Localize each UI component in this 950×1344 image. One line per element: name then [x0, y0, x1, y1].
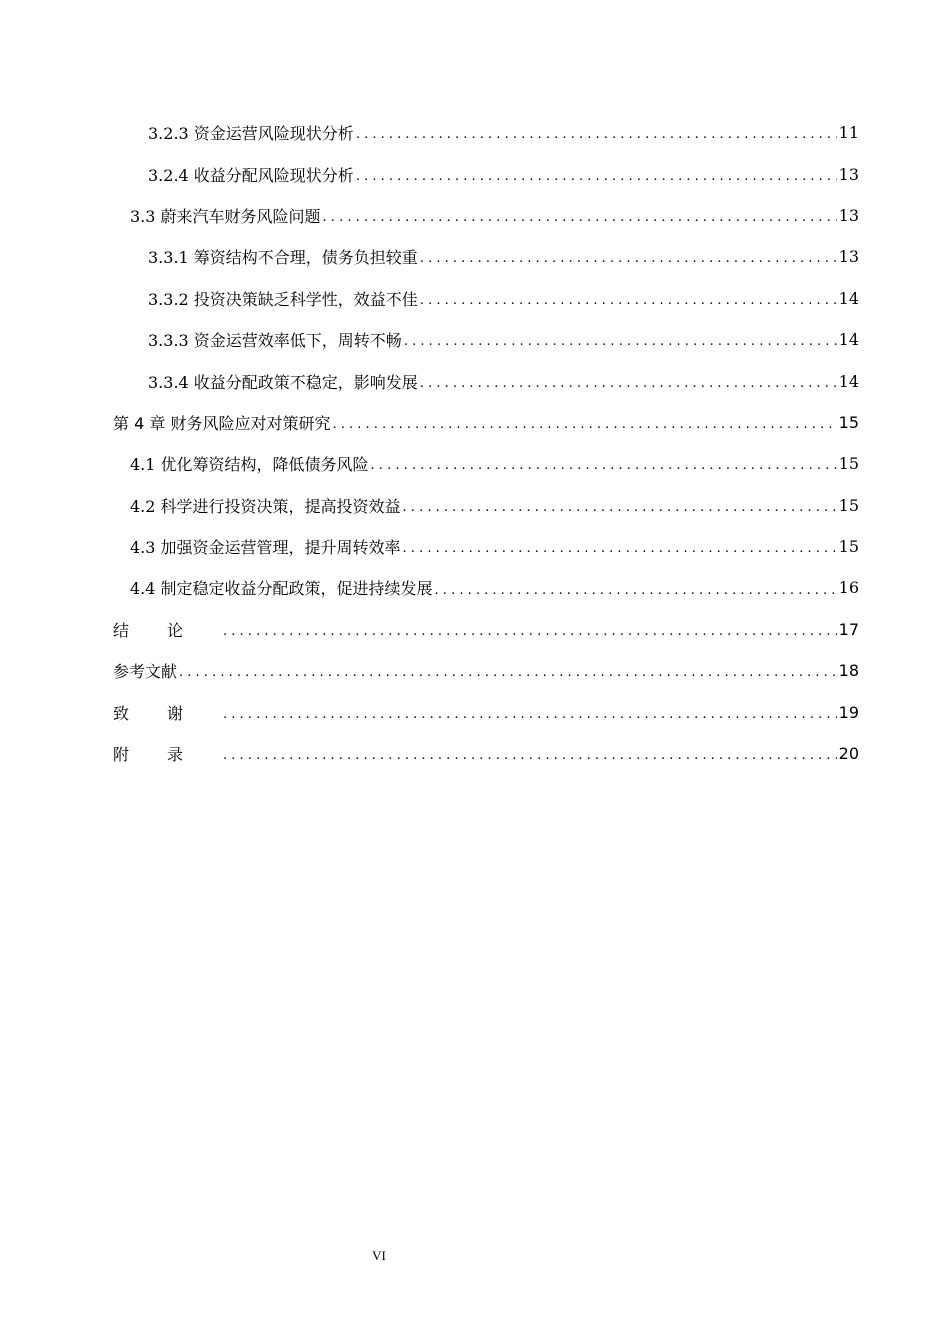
toc-leader-dots: [404, 330, 837, 349]
toc-leader-dots: [371, 454, 837, 473]
toc-entry[interactable]: [0, 360, 950, 401]
toc-leader-dots: [403, 537, 837, 556]
toc-leader-dots: [420, 289, 837, 308]
toc-entry[interactable]: [0, 485, 950, 526]
toc-entry-label: 4.2 科学进行投资决策，提高投资效益: [130, 496, 401, 516]
toc-leader-dots: [403, 496, 837, 515]
toc-entry-page: 15: [838, 495, 859, 515]
toc-leader-dots: [420, 371, 837, 390]
toc-entry-label: 4.3 加强资金运营管理，提升周转效率: [130, 538, 401, 558]
toc-entry-label: 3.2.4 收益分配风险现状分析: [148, 165, 354, 185]
toc-entry-page: 14: [838, 330, 859, 350]
toc-entry-page: 15: [838, 412, 859, 432]
toc-entry-page: 14: [838, 371, 859, 391]
toc-entry[interactable]: [0, 567, 950, 608]
toc-leader-dots: [179, 661, 837, 680]
toc-entry[interactable]: [0, 650, 950, 691]
toc-leader-dots: [223, 703, 837, 722]
toc-entry-label: 3.3 蔚来汽车财务风险问题: [130, 206, 321, 226]
toc-entry-page: 13: [838, 164, 859, 184]
toc-leader-dots: [332, 413, 836, 432]
toc-entry-label: 4.4 制定稳定收益分配政策，促进持续发展: [130, 579, 433, 599]
toc-entry-label: 3.3.4 收益分配政策不稳定，影响发展: [148, 372, 418, 392]
toc-entry[interactable]: [0, 609, 950, 650]
toc-entry-page: 14: [838, 288, 859, 308]
toc-leader-dots: [223, 744, 837, 763]
toc-entry[interactable]: [0, 153, 950, 194]
toc-entry[interactable]: [0, 195, 950, 236]
toc-leader-dots: [223, 620, 837, 639]
toc-entry-page: 13: [838, 205, 859, 225]
toc-entry-label: 第 4 章 财务风险应对对策研究: [113, 413, 331, 433]
toc-entry-page: 17: [838, 619, 859, 639]
toc-entry-label: 结论: [113, 620, 222, 640]
toc-entry-label: 附录: [113, 745, 222, 765]
toc-entry-label: 3.3.3 资金运营效率低下，周转不畅: [148, 331, 402, 351]
toc-entry-page: 19: [838, 702, 859, 722]
toc-leader-dots: [323, 206, 837, 225]
toc-entry-page: 18: [838, 661, 859, 681]
toc-leader-dots: [356, 123, 837, 142]
toc-entry[interactable]: [0, 733, 950, 774]
toc-entry-page: 15: [838, 537, 859, 557]
toc-leader-dots: [420, 247, 837, 266]
table-of-contents: [0, 112, 950, 774]
toc-entry-page: 11: [838, 123, 859, 143]
toc-entry-label: 3.3.2 投资决策缺乏科学性，效益不佳: [148, 289, 418, 309]
toc-entry-label: 3.3.1 筹资结构不合理，债务负担较重: [148, 248, 418, 268]
toc-entry-label: 致谢: [113, 703, 222, 723]
toc-entry-label: 3.2.3 资金运营风险现状分析: [148, 124, 354, 144]
toc-entry[interactable]: [0, 443, 950, 484]
toc-entry-label: 参考文献: [113, 662, 178, 682]
toc-leader-dots: [435, 578, 837, 597]
toc-entry[interactable]: [0, 691, 950, 732]
footer-page-number: VI: [372, 1248, 386, 1263]
toc-entry[interactable]: [0, 319, 950, 360]
toc-leader-dots: [356, 164, 837, 183]
toc-entry-page: 16: [838, 578, 859, 598]
toc-entry[interactable]: [0, 112, 950, 153]
toc-entry-page: 13: [838, 247, 859, 267]
toc-entry[interactable]: [0, 278, 950, 319]
toc-entry[interactable]: [0, 236, 950, 277]
toc-entry-page: 15: [838, 454, 859, 474]
toc-entry[interactable]: [0, 402, 950, 443]
toc-entry-label: 4.1 优化筹资结构，降低债务风险: [130, 455, 369, 475]
toc-entry[interactable]: [0, 526, 950, 567]
toc-entry-page: 20: [838, 744, 859, 764]
